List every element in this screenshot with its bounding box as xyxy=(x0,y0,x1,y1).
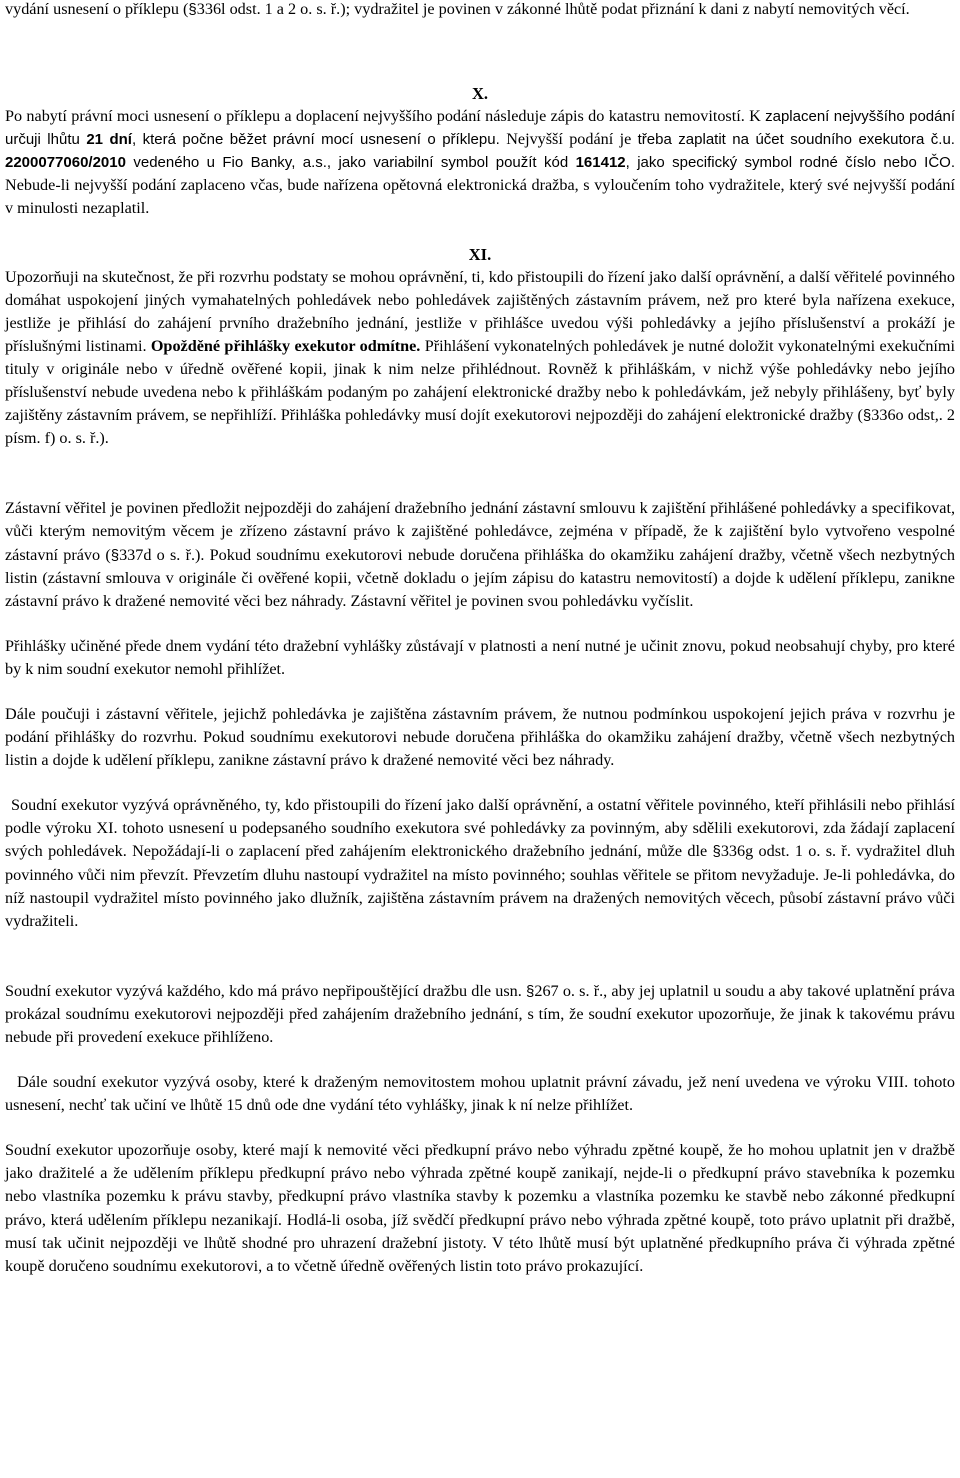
text-run: zaplacení nejvyššího podání určuji lhůtu xyxy=(5,108,955,149)
text-run: , jako specifický symbol rodné číslo nebo IČO. xyxy=(625,154,956,172)
text-run: , která počne běžet právní mocí usnesení o příklepu. xyxy=(131,131,507,149)
spacer xyxy=(5,1117,955,1139)
paragraph-section-xiv xyxy=(5,1139,955,1278)
section-heading-xi: XI. xyxy=(468,244,492,264)
text-run: třeba zaplatit na účet soudního exekutora č.u. xyxy=(637,131,955,149)
paragraph-pledge-instruction xyxy=(5,703,955,772)
paragraph-section-x xyxy=(5,105,955,220)
text-run: Přihlášky učiněné přede dnem vydání této dražební vyhlášky zůstávají v platnosti a není nutné je učinit znovu, pokud neobsahují chyby, pro které by k nim soudní exekutor nemohl přihlížet. xyxy=(5,636,955,678)
section-heading-x: X. xyxy=(471,84,489,104)
bold-text-run: 161412 xyxy=(575,154,626,172)
text-run: Nejvyšší podání je xyxy=(506,130,638,149)
text-run: Dále soudní exekutor vyzývá osoby, které k draženým nemovitostem mohou uplatnit právní závadu, jež není uvedena ve výroku VIII. tohoto usnesení, nechť tak učiní ve lhůtě 15 dnů ode dne vydání této vyhlášky, jinak k ní nelze přihlížet. xyxy=(5,1073,955,1115)
text-run: Soudní exekutor vyzývá každého, kdo má právo nepřipouštějící dražbu dle usn. xyxy=(5,981,526,1000)
spacer xyxy=(5,933,955,980)
text-run: 336g odst. 1 o. s. ř. vydražitel dluh povinného vůči nim převzít. Převzetím dluhu nastoupí vydražitel na místo povinného; souhlas věřitele se přitom nevyžaduje. Je-li pohledávka, do níž nastoupil vydražitel místo povinného jako dlužník, zajištěna zástavním právem na dražených nemovitých věcech, působí zástavní právo vůči vydražiteli. xyxy=(5,842,956,930)
spacer xyxy=(5,21,955,82)
text-run: 336o odst,. 2 písm. f) o. s. ř.). xyxy=(5,406,955,448)
text-run: Nebude-li nejvyšší podání zaplaceno včas, bude nařízena opětovná elektronická dražba, s vyloučením toho vydražitele, který své nejvyšší podání v minulosti nezaplatil. xyxy=(5,176,955,218)
text-run: Po nabytí právní moci usnesení o příklepu a doplacení nejvyššího podání následuje zápis do katastru nemovitostí. K xyxy=(5,107,766,126)
text-run: vedeného u Fio Banky, a.s., jako variabilní symbol xyxy=(125,154,496,172)
text-run: § xyxy=(526,982,535,1000)
text-run: Soudní exekutor upozorňuje osoby, které mají k nemovité věci předkupní právo nebo výhradu zpětné koupě, že ho mohou uplatnit jen v dražbě jako dražitelé a že udělením příklepu předkupní právo nebo výhrada zpětné koupě zanikají, nejde-li o předkupní právo stavebníka k pozemku nebo vlastníka pozemku k právu stavby, předkupní právo vlastníka stavby k pozemku a vlastníka pozemku ke stavbě nebo zákonné předkupní právo, která udělením příklepu nezanikají. Hodlá-li osoba, jíž svědčí předkupní právo nebo výhrada zpětné koupě, toto právo uplatnit při dražbě, musí tak učinit nejpozději ve lhůtě shodné pro uhrazení dražební jistoty. V této lhůtě musí být uplatněné předkupního práva či výhrada zpětné koupě doručeno soudnímu exekutorovi, a to včetně úředně ověřených listin toto právo prokazující. xyxy=(5,1141,955,1275)
spacer xyxy=(5,221,955,243)
paragraph-pledge-creditor xyxy=(5,497,955,612)
paragraph-section-xii xyxy=(5,794,955,933)
paragraph-prior-claims xyxy=(5,635,955,681)
bold-text-run: 21 dní xyxy=(86,131,132,149)
text-run: Soudní exekutor vyzývá oprávněného, ty, kdo přistoupili do řízení jako další oprávnění, a ostatní věřitele povinného, kteří přihlásili nebo přihlásí podle výroku XI. tohoto usnesení u podepsaného soudního exekutora své pohledávky za povinným, aby sdělili exekutorovi, zda žádají zaplacení svých pohledávek. Nepožádají-li o zaplacení před zahájením elektronického dražebního jednání, může dle xyxy=(5,796,955,861)
text-run: 336l odst. 1 a 2 o. s. ř.); vydražitel je povinen v zákonné lhůtě podat přiznání k dani z nabytí nemovitých věcí. xyxy=(196,0,910,18)
paragraph-auction-notice-end xyxy=(5,0,955,21)
spacer xyxy=(5,450,955,497)
text-run: Dále poučuji i zástavní věřitele, jejichž pohledávka je zajištěna zástavním právem, že nutnou podmínkou uspokojení jejich práva v rozvrhu je podání přihlášky do rozvrhu. Pokud soudnímu exekutorovi nebude doručena přihláška do okamžiku zahájení dražby, včetně všech nezbytných listin a dojde k udělení příklepu, zanikne zástavní právo k dražené nemovité věci bez náhrady. xyxy=(5,704,955,770)
document-page xyxy=(5,0,955,1278)
spacer xyxy=(5,681,955,703)
text-run: Zástavní věřitel je povinen předložit nejpozději do zahájení dražebního jednání zástavní smlouvu k zajištění přihlášené pohledávky a specifikovat, vůči kterým nemovitým věcem je zřízeno zástavní právo k zajištěné pohledávce, zejména v případě, že k zajištění bylo vytvořeno vespolné zástavní právo ( xyxy=(5,499,955,564)
text-run: Upozorňuji na skutečnost, že při rozvrhu podstaty se mohou oprávnění, ti, kdo přistoupili do řízení jako další oprávnění, a další věřitelé povinného domáhat uspokojení jiných vymahatelných pohledávek nebo pohledávek zajištěných zástavním právem, než pro které byla nařízena exekuce, jestliže je přihlásí do zahájení prvního dražebního jednání, jestliže v přihlášce uvedou výši pohledávky a jejího příslušenství a prokáží je příslušnými listinami. xyxy=(5,267,955,355)
spacer xyxy=(5,1049,955,1071)
text-run: 337d o s. ř.). Pokud soudnímu exekutorovi nebude doručena přihláška do okamžiku zahájení dražby, včetně všech nezbytných listin (zástavní smlouva v originále či ověřené kopii, včetně dokladu o jejím zápisu do katastru nemovitostí) a dojde k udělení příklepu, zanikne zástavní právo k dražené nemovité věci bez náhrady. Zástavní věřitel je povinen svou pohledávku vyčíslit. xyxy=(5,545,955,610)
paragraph-legal-defect xyxy=(5,1071,955,1117)
text-run: § xyxy=(862,407,872,425)
spacer xyxy=(5,772,955,794)
spacer xyxy=(5,613,955,635)
text-run: vydání usnesení o příklepu ( xyxy=(5,0,189,18)
paragraph-section-xiii xyxy=(5,980,955,1049)
text-run: 267 o. s. ř., aby jej uplatnil u soudu a aby takové uplatnění práva prokázal soudnímu exekutorovi nejpozději před zahájením dražebního jednání, s tím, že soudní exekutor upozorňuje, že jinak k takovému právu nebude při provedení exekuce přihlíženo. xyxy=(5,981,955,1046)
bold-text-run: 2200077060/2010 xyxy=(5,154,126,172)
text-run: § xyxy=(188,1,197,18)
paragraph-section-xi-claims xyxy=(5,266,955,451)
text-run: § xyxy=(712,843,721,861)
bold-text-run: Opožděné přihlášky exekutor odmítne. xyxy=(150,336,421,355)
text-run: použít kód xyxy=(495,154,576,172)
text-run: Přihlášení vykonatelných pohledávek je nutné doložit vykonatelnými exekučními tituly v originále nebo v úředně ověřené kopii, jinak k nim nelze přihlédnout. Rovněž k přihláškám, v nichž výše pohledávky nebo jejího příslušenství nebude uvedena nebo k přihláškám podaným po zahájení elektronické dražby nebo k pohledávkám, jež nebyly přihlášeny, byť byly zajištěny zástavním právem, se nepřihlíží. Přihláška pohledávky musí dojít exekutorovi nejpozději do zahájení elektronické dražby ( xyxy=(5,336,955,425)
text-run: § xyxy=(110,546,120,564)
